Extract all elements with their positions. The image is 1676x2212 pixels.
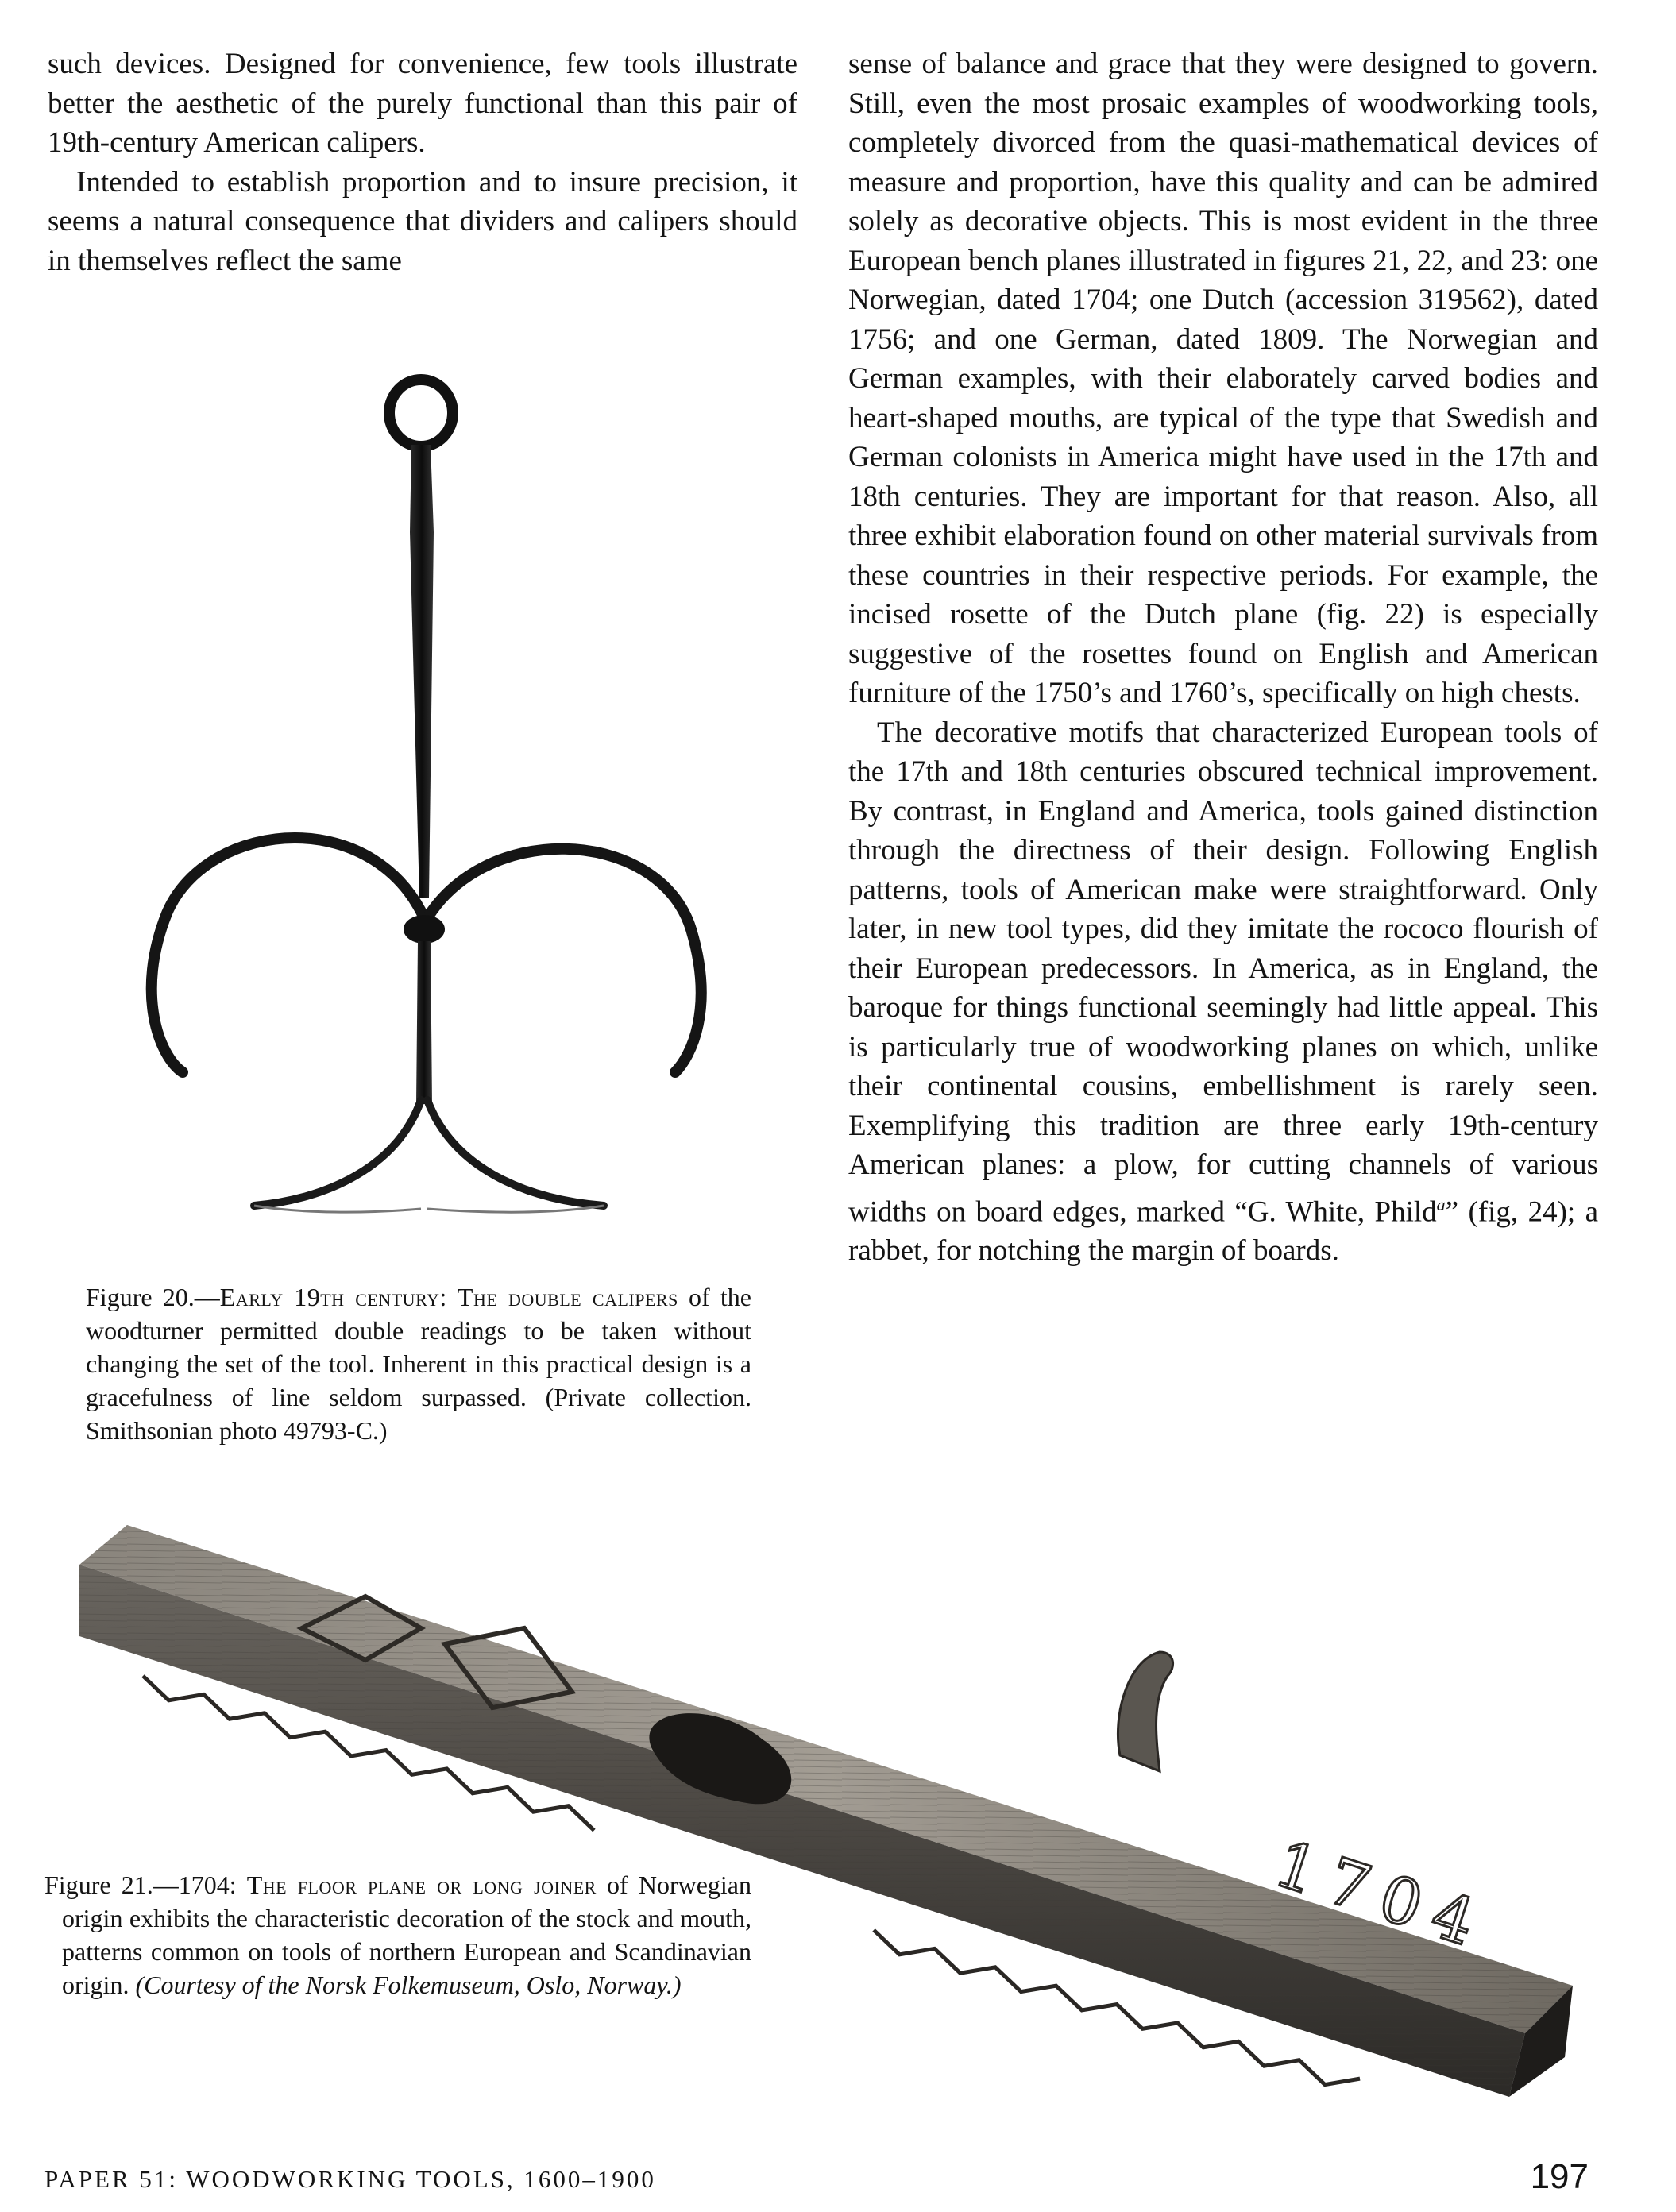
- running-footer: PAPER 51: WOODWORKING TOOLS, 1600–1900: [44, 2165, 656, 2193]
- caption-heading: Early 19th century: The double calipers: [219, 1283, 678, 1311]
- caption-text: of Norwegian origin exhibits the characteristic decoration of the stock and mouth, patterns common on tools of northern European and Scandinavian origin.: [62, 1870, 751, 1999]
- left-column-text: [48, 44, 797, 280]
- figure-label: Figure 21.—1704:: [44, 1870, 247, 1899]
- caption-text: of the woodturner permitted double readings to be taken without changing the set of the tool. Inherent in this practical design is a gracefulness of line seldom surpassed. (Private collection. Smithsonian photo 49793-C.): [86, 1283, 752, 1445]
- paragraph-text: ” (fig, 24); a rabbet, for notching the margin of boards.: [848, 1195, 1598, 1268]
- carved-date: 1704: [1266, 1826, 1497, 1965]
- paragraph-text: The decorative motifs that characterized European tools of the 17th and 18th centuries obscured technical improvement. By contrast, in England and America, tools gained distinction through the directness of their design. Following English patterns, tools of American make were straightforward. Only later, in new tool types, did they imitate the rococo flourish of their European predecessors. In America, as in England, the baroque for things functional seemingly had little appeal. This is particularly true of woodworking planes on which, unlike their continental cousins, embellishment is rarely seen. Exemplifying this tradition are three early 19th-century American planes: a plow, for cutting channels of various widths on board edges, marked “G. White, Phild: [848, 716, 1598, 1228]
- caption-credit: (Courtesy of the Norsk Folkemuseum, Oslo, Norway.): [135, 1971, 682, 1999]
- page-number: 197: [1530, 2157, 1589, 2196]
- calipers-photo: [48, 373, 794, 1255]
- floor-plane-photo: [79, 1509, 1589, 2097]
- right-column-text: [848, 44, 1598, 1271]
- paragraph: [848, 713, 1598, 1271]
- paragraph: Intended to establish proportion and to insure precision, it seems a natural consequence that dividers and calipers should in themselves reflect the same: [48, 165, 797, 277]
- paragraph: sense of balance and grace that they were designed to govern. Still, even the most prosaic examples of woodworking tools, completely divorced from the quasi-mathematical devices of measure and proportion, have this quality and can be admired solely as decorative objects. This is most evident in the three European bench planes illustrated in figures 21, 22, and 23: one Norwegian, dated 1704; one Dutch (accession 319562), dated 1756; and one German, dated 1809. The Norwegian and German examples, with their elaborately carved bodies and heart-shaped mouths, are typical of the type that Swedish and German colonists in America might have used in the 17th and 18th centuries. They are important for that reason. Also, all three exhibit elaboration found on other material survivals from these countries in their respective periods. For example, the incised rosette of the Dutch plane (fig. 22) is especially suggestive of the rosettes found on English and American furniture of the 1750’s and 1760’s, specifically on high chests.: [848, 48, 1598, 709]
- figure-21-caption: [44, 1868, 751, 2002]
- figure-20-caption: [86, 1280, 751, 1447]
- caption-heading: The floor plane or long joiner: [246, 1870, 597, 1899]
- paragraph: such devices. Designed for convenience, few tools illustrate better the aesthetic of the purely functional than this pair of 19th-century American calipers.: [48, 48, 797, 159]
- figure-label: Figure 20.—: [86, 1283, 220, 1311]
- superscript: a: [1436, 1194, 1446, 1214]
